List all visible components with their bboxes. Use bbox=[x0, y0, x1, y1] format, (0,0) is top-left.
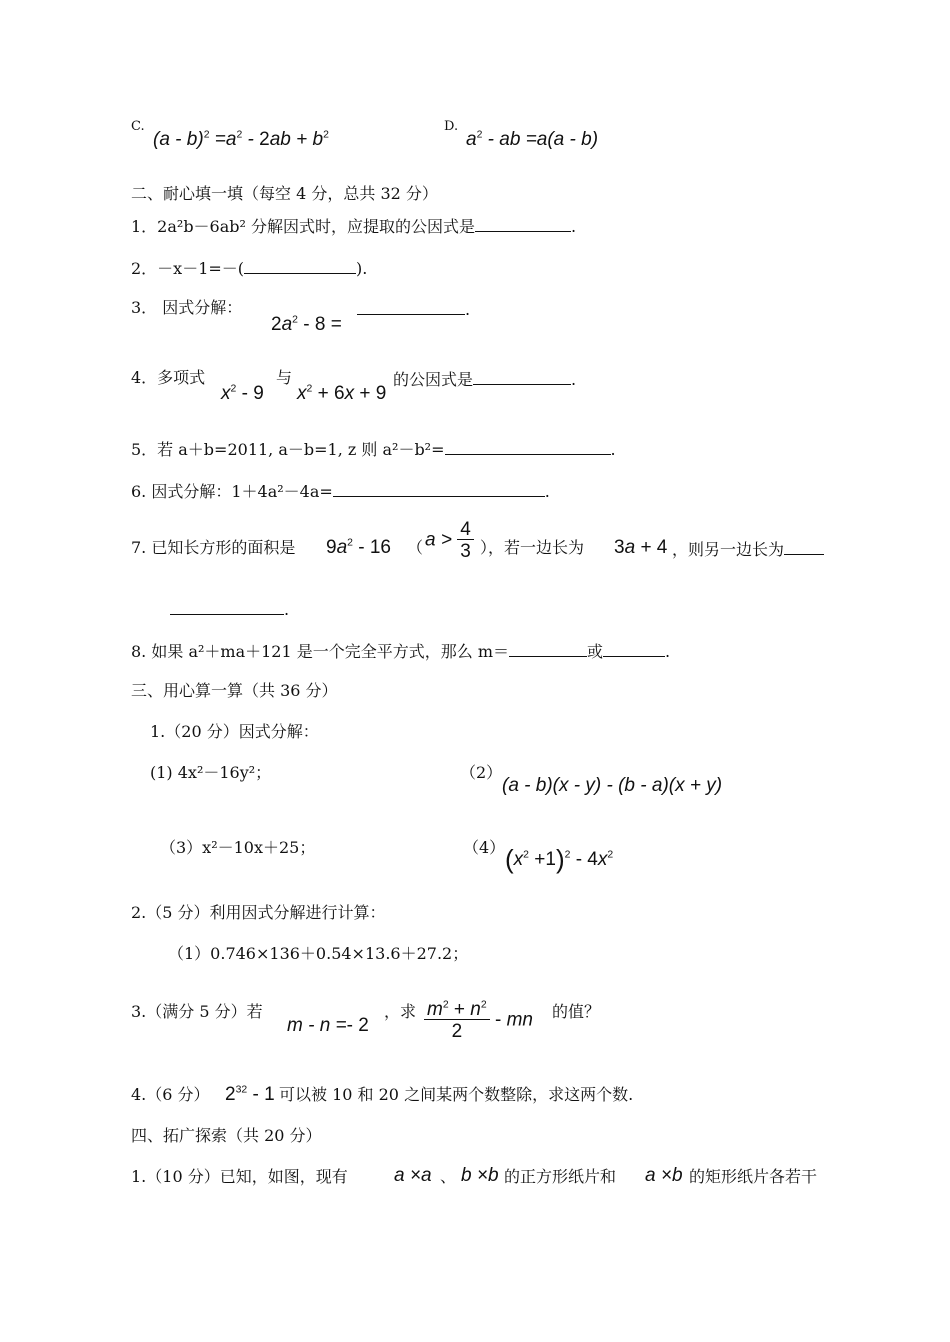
question-5 bbox=[131, 440, 616, 458]
answer-blank[interactable] bbox=[509, 642, 587, 657]
question-6 bbox=[131, 482, 550, 500]
question-7-condition: a > $\frac{4}{3}$ bbox=[425, 520, 474, 561]
question-7-paren-open: （ bbox=[407, 538, 424, 557]
period: . bbox=[571, 370, 577, 389]
explore-question-1-tail: 的矩形纸片各若干 bbox=[689, 1167, 818, 1186]
question-1 bbox=[131, 217, 576, 235]
section-four-header: 四、拓广探索（共 20 分） bbox=[131, 1126, 322, 1145]
calc-3-ask: ，求 bbox=[384, 1002, 417, 1021]
question-2-close: ). bbox=[356, 259, 368, 278]
question-1-text: 1．2a²b－6ab² 分解因式时，应提取的公因式是 bbox=[131, 217, 476, 236]
calc-1-part-2-formula: (a - b)(x - y) - (b - a)(x + y) bbox=[502, 775, 723, 796]
question-4-poly-2: $x^2 + 6x + 9$ bbox=[297, 383, 387, 404]
question-7-mid: ），若一边长为 bbox=[480, 538, 585, 557]
calc-1-part-3: （3）x²－10x＋25； bbox=[160, 838, 316, 857]
calc-1-part-2-label: （2） bbox=[460, 763, 503, 782]
calc-2-part-1: （1）0.746×136＋0.54×13.6＋27.2； bbox=[168, 944, 469, 963]
question-7-tail bbox=[672, 540, 824, 558]
question-8-or: 或 bbox=[587, 642, 604, 661]
calc-question-2: 2.（5 分）利用因式分解进行计算： bbox=[131, 903, 386, 922]
option-d-formula: $a^2$ - ab =a(a - b) bbox=[466, 129, 599, 150]
calc-question-3-text: 3.（满分 5 分）若 bbox=[131, 1002, 263, 1021]
question-3-text: 3． 因式分解： bbox=[131, 298, 243, 317]
question-7-side: 3a + 4 bbox=[614, 537, 668, 558]
question-3-formula: $2a^2 - 8$ = bbox=[271, 314, 342, 335]
separator: 、 bbox=[440, 1167, 457, 1186]
question-5-text: 5．若 a＋b=2011, a－b=1, z 则 a²－b²= bbox=[131, 440, 445, 459]
calc-4-expression: $2^{32} - 1$ bbox=[225, 1084, 275, 1105]
calc-1-part-4-label: （4） bbox=[463, 838, 506, 857]
question-3-answer bbox=[357, 300, 470, 318]
answer-blank[interactable] bbox=[603, 642, 665, 657]
rectangle-ab: a ×b bbox=[645, 1165, 683, 1186]
answer-blank[interactable] bbox=[170, 600, 284, 615]
explore-question-1-text: 1.（10 分）已知，如图，现有 bbox=[131, 1167, 348, 1186]
answer-blank[interactable] bbox=[473, 370, 571, 385]
period: . bbox=[284, 600, 290, 619]
question-4-poly-1: $x^2 - 9$ bbox=[221, 383, 264, 404]
explore-question-1-mid: 的正方形纸片和 bbox=[504, 1167, 617, 1186]
question-4-text: 4．多项式 bbox=[131, 368, 206, 387]
question-2-text: 2．－x－1=－( bbox=[131, 259, 245, 278]
answer-blank[interactable] bbox=[475, 217, 571, 232]
question-8 bbox=[131, 642, 670, 660]
section-three-header: 三、用心算一算（共 36 分） bbox=[131, 681, 338, 700]
period: . bbox=[610, 440, 616, 459]
calc-question-4-label: 4.（6 分） bbox=[131, 1085, 210, 1104]
square-b: b ×b bbox=[461, 1165, 499, 1186]
calc-3-tail: 的值？ bbox=[552, 1002, 601, 1021]
answer-blank[interactable] bbox=[445, 440, 611, 455]
calc-1-part-4-formula: $(x^2 +1)^2 - 4x^2$ bbox=[505, 844, 614, 874]
question-7-tail-text: ，则另一边长为 bbox=[672, 540, 785, 559]
answer-blank[interactable] bbox=[244, 259, 356, 274]
question-7-continue bbox=[170, 600, 289, 618]
option-c-label: C. bbox=[131, 119, 145, 134]
question-4-tail bbox=[393, 370, 576, 388]
calc-1-part-1: (1) 4x²－16y²； bbox=[150, 763, 272, 782]
option-d-label: D. bbox=[444, 119, 459, 134]
question-4-and: 与 bbox=[276, 368, 293, 387]
square-a: a ×a bbox=[394, 1165, 432, 1186]
period: . bbox=[571, 217, 577, 236]
calc-3-condition: m - n =- 2 bbox=[287, 1015, 369, 1036]
calc-3-expression: $\frac{m^2 + n^2}{2}$ - mn bbox=[424, 1000, 533, 1041]
answer-blank[interactable] bbox=[784, 540, 824, 555]
period: . bbox=[665, 642, 671, 661]
calc-question-1: 1.（20 分）因式分解： bbox=[150, 722, 319, 741]
period: . bbox=[465, 300, 471, 319]
calc-4-text: 可以被 10 和 20 之间某两个数整除，求这两个数. bbox=[279, 1085, 634, 1104]
question-7-area: $9a^2 - 16$ bbox=[326, 537, 391, 558]
answer-blank[interactable] bbox=[333, 482, 545, 497]
question-2 bbox=[131, 259, 367, 277]
answer-blank[interactable] bbox=[357, 300, 465, 315]
section-two-header: 二、耐心填一填（每空 4 分，总共 32 分） bbox=[131, 184, 438, 203]
question-7-text: 7. 已知长方形的面积是 bbox=[131, 538, 296, 557]
question-6-text: 6. 因式分解：1＋4a²－4a= bbox=[131, 482, 333, 501]
period: . bbox=[544, 482, 550, 501]
question-8-text: 8. 如果 a²＋ma＋121 是一个完全平方式，那么 m＝ bbox=[131, 642, 509, 661]
option-c-formula: $(a - b)^2 =a^2 - 2ab + b^2$ bbox=[153, 129, 329, 150]
question-4-tail-text: 的公因式是 bbox=[393, 370, 474, 389]
